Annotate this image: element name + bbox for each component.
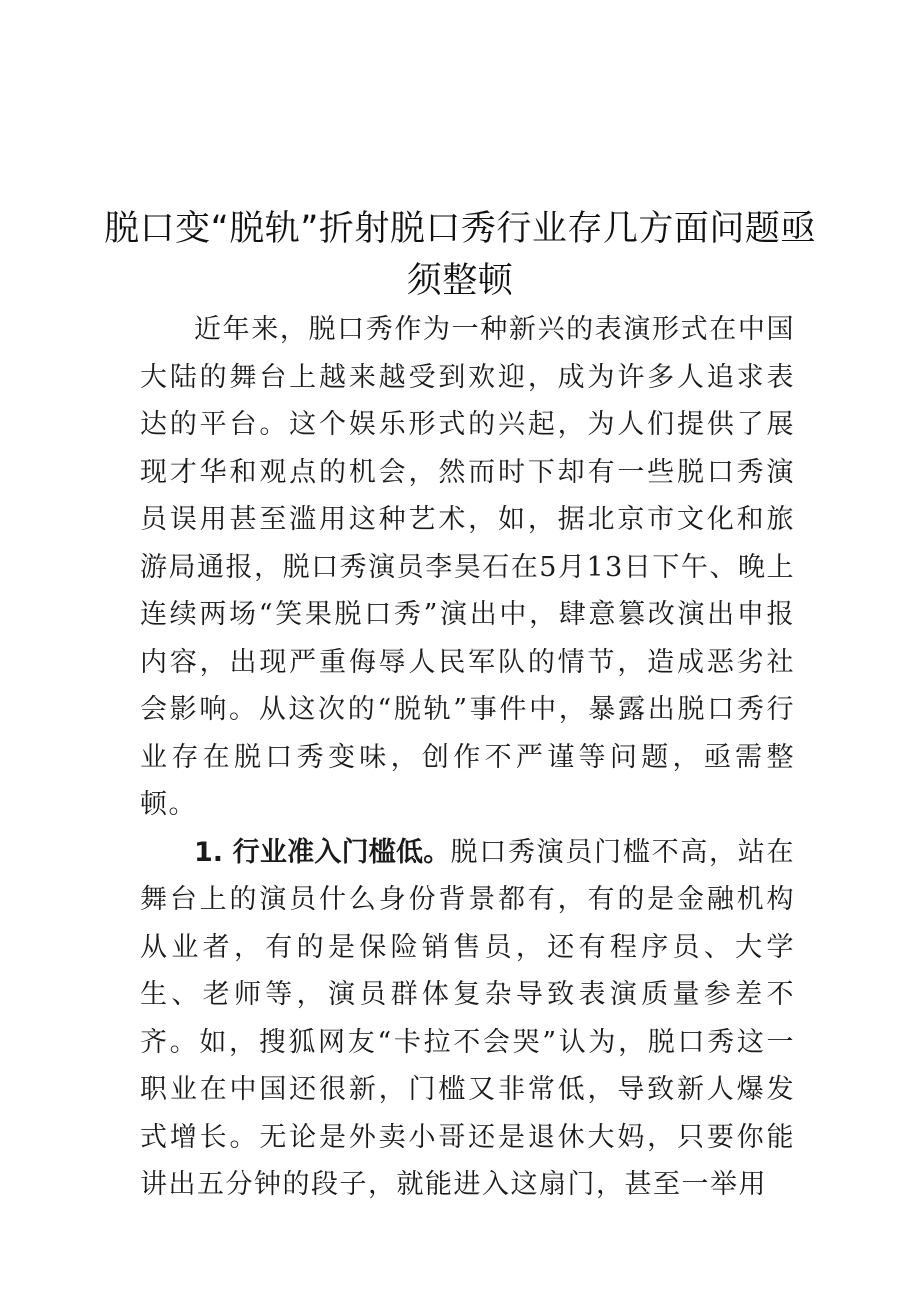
document-title: 脱口变“脱轨”折射脱口秀行业存几方面问题亟须整顿: [104, 209, 816, 301]
document-body: [140, 306, 795, 1209]
paragraph-point-1-heading: 1. 行业准入门槛低。: [194, 836, 451, 868]
paragraph-point-1-text: 脱口秀演员门槛不高，站在舞台上的演员什么身份背景都有，有的是金融机构从业者，有的是保险销售员，还有程序员、大学生、老师等，演员群体复杂导致表演质量参差不齐。如，搜狐网友“卡拉不会哭”认为，脱口秀这一职业在中国还很新，门槛又非常低，导致新人爆发式增长。无论是外卖小哥还是退休大妈，只要你能讲出五分钟的段子，就能进入这扇门，甚至一举用: [140, 836, 796, 1200]
paragraph-intro-text: 近年来，脱口秀作为一种新兴的表演形式在中国大陆的舞台上越来越受到欢迎，成为许多人追求表达的平台。这个娱乐形式的兴起，为人们提供了展现才华和观点的机会，然而时下却有一些脱口秀演员误用甚至滥用这种艺术，如，据北京市文化和旅游局通报，脱口秀演员李昊石在5月13日下午、晚上连续两场“笑果脱口秀”演出中，肆意篡改演出申报内容，出现严重侮辱人民军队的情节，造成恶劣社会影响。从这次的“脱轨”事件中，暴露出脱口秀行业存在脱口秀变味，创作不严谨等问题，亟需整顿。: [140, 314, 795, 820]
paragraph-point-1: [140, 829, 795, 1209]
paragraph-intro: [140, 306, 795, 829]
